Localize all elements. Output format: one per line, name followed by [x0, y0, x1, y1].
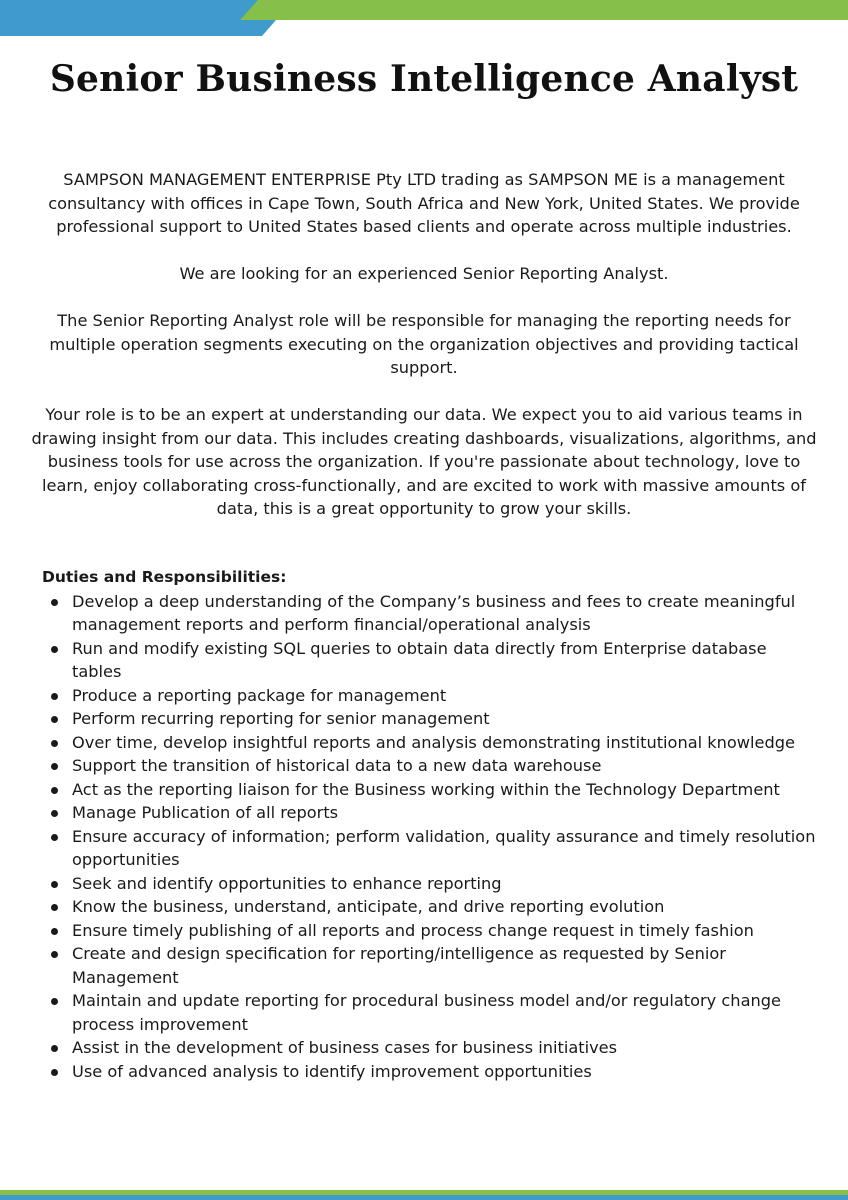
duty-item [42, 895, 818, 919]
duty-item [42, 872, 818, 896]
bullet-icon [51, 716, 58, 723]
bottom-decorative-band [0, 1190, 848, 1200]
page-title: Senior Business Intelligence Analyst [49, 58, 799, 100]
bullet-icon [51, 881, 58, 888]
duty-text: Know the business, understand, anticipate, and drive reporting evolution [72, 897, 665, 916]
duty-item [42, 778, 818, 802]
bullet-icon [51, 810, 58, 817]
bullet-icon [51, 693, 58, 700]
duty-text: Assist in the development of business cases for business initiatives [72, 1038, 618, 1057]
duty-item [42, 801, 818, 825]
duty-text: Create and design specification for reporting/intelligence as requested by Senior Management [72, 944, 726, 987]
bullet-icon [51, 1045, 58, 1052]
top-green-stripe [240, 0, 848, 20]
duty-text: Manage Publication of all reports [72, 803, 339, 822]
duty-item [42, 754, 818, 778]
duty-text: Maintain and update reporting for procedural business model and/or regulatory change process improvement [72, 991, 781, 1034]
duty-text: Seek and identify opportunities to enhance reporting [72, 873, 502, 893]
bullet-icon [51, 1069, 58, 1076]
bullet-icon [51, 787, 58, 794]
duty-text: Support the transition of historical data to a new data warehouse [72, 756, 602, 775]
duty-text: Use of advanced analysis to identify improvement opportunities [72, 1061, 592, 1081]
duty-item [42, 919, 818, 943]
duty-text: Over time, develop insightful reports and analysis demonstrating institutional knowledge [72, 732, 796, 752]
top-blue-stripe [0, 0, 276, 36]
duty-item [42, 684, 818, 708]
duties-heading: Duties and Responsibilities: [42, 568, 287, 586]
intro-paragraph-expectations: Your role is to be an expert at understanding our data. We expect you to aid various teams in drawing insight from our data. This includes creating dashboards, visualizations, algorithms, and business tools for use across the organization. If you're passionate about technology, love to learn, enjoy collaborating cross-functionally, and are excited to work with massive amounts of data, this is a great opportunity to grow your skills. [31, 405, 817, 518]
duties-section [42, 566, 818, 1083]
bullet-icon [51, 928, 58, 935]
bullet-icon [51, 646, 58, 653]
bullet-icon [51, 599, 58, 606]
duty-text: Ensure timely publishing of all reports and process change request in timely fashion [72, 920, 754, 940]
intro-paragraph-role: The Senior Reporting Analyst role will be responsible for managing the reporting needs for multiple operation segments executing on the organization objectives and providing tactical support. [49, 311, 799, 377]
intro-section [30, 168, 818, 544]
duty-item [42, 707, 818, 731]
duty-item [42, 1036, 818, 1060]
top-decorative-band [0, 0, 848, 36]
duty-text: Perform recurring reporting for senior management [72, 709, 490, 728]
bullet-icon [51, 904, 58, 911]
duty-item [42, 942, 818, 989]
duty-item [42, 1060, 818, 1084]
duty-text: Ensure accuracy of information; perform validation, quality assurance and timely resolution opportunities [72, 826, 816, 869]
duty-item [42, 731, 818, 755]
intro-paragraph-looking-for: We are looking for an experienced Senior Reporting Analyst. [179, 264, 669, 283]
duty-text: Develop a deep understanding of the Company’s business and fees to create meaningful management reports and perform financial/operational analysis [72, 591, 796, 634]
bullet-icon [51, 763, 58, 770]
bullet-icon [51, 834, 58, 841]
bullet-icon [51, 998, 58, 1005]
duty-item [42, 590, 818, 637]
duty-item [42, 825, 818, 872]
duty-item [42, 637, 818, 684]
duty-text: Produce a reporting package for management [72, 685, 447, 705]
duty-text: Run and modify existing SQL queries to obtain data directly from Enterprise database tables [72, 638, 767, 681]
duty-item [42, 989, 818, 1036]
duties-list [42, 590, 818, 1084]
bullet-icon [51, 951, 58, 958]
bottom-green-stripe [0, 1190, 848, 1195]
bottom-blue-stripe [0, 1195, 848, 1200]
intro-paragraph-company: SAMPSON MANAGEMENT ENTERPRISE Pty LTD trading as SAMPSON ME is a management consultancy with offices in Cape Town, South Africa and New York, United States. We provide professional support to United States based clients and operate across multiple industries. [48, 170, 800, 236]
duty-text: Act as the reporting liaison for the Business working within the Technology Department [72, 779, 780, 799]
bullet-icon [51, 740, 58, 747]
